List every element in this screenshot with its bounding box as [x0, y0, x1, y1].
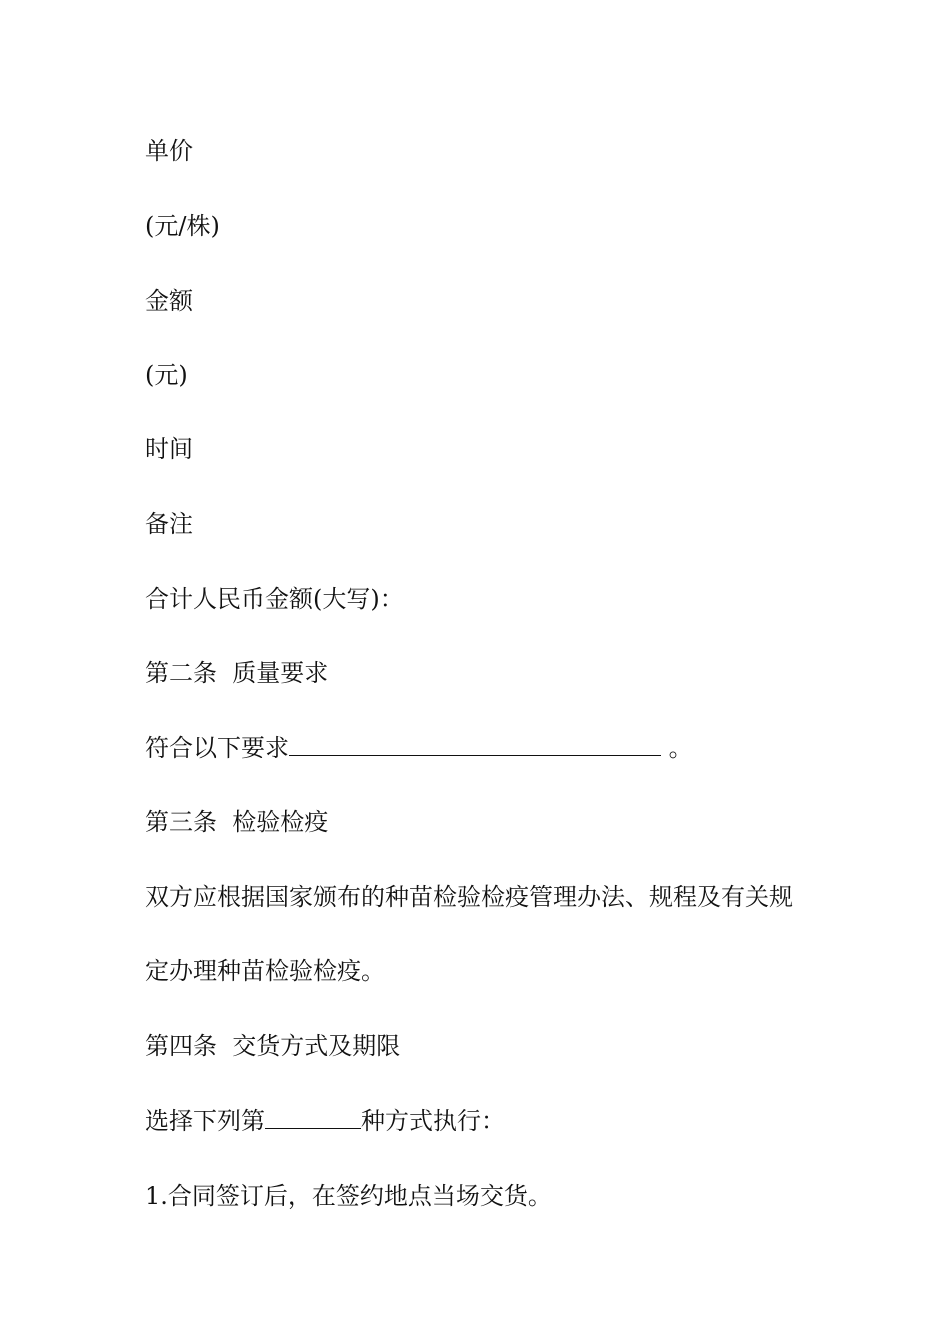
article-4-option-1: 1.合同签订后，在签约地点当场交货。 — [145, 1182, 552, 1210]
remarks-label: 备注 — [145, 510, 193, 538]
delivery-method-blank[interactable] — [265, 1106, 361, 1129]
article-2-text — [145, 733, 693, 763]
article-3-text-line-1: 双方应根据国家颁布的种苗检验检疫管理办法、规程及有关规 — [145, 883, 793, 911]
unit-price-unit: (元/株) — [145, 212, 220, 240]
article-4-select-prefix: 选择下列第 — [145, 1107, 265, 1135]
quality-requirement-blank[interactable] — [289, 733, 661, 756]
article-2-text-prefix: 符合以下要求 — [145, 734, 289, 762]
amount-unit: (元) — [145, 361, 188, 389]
article-4-select-suffix: 种方式执行： — [361, 1107, 505, 1135]
time-label: 时间 — [145, 435, 193, 463]
article-2-title: 第二条 质量要求 — [145, 659, 329, 687]
unit-price-label: 单价 — [145, 137, 193, 165]
article-4-title: 第四条 交货方式及期限 — [145, 1032, 401, 1060]
amount-label: 金额 — [145, 287, 193, 315]
total-rmb-label: 合计人民币金额(大写)： — [145, 585, 404, 613]
article-4-select-line — [145, 1106, 505, 1136]
article-3-text-line-2: 定办理种苗检验检疫。 — [145, 957, 385, 985]
article-3-title: 第三条 检验检疫 — [145, 808, 329, 836]
article-2-text-suffix: 。 — [661, 734, 693, 762]
